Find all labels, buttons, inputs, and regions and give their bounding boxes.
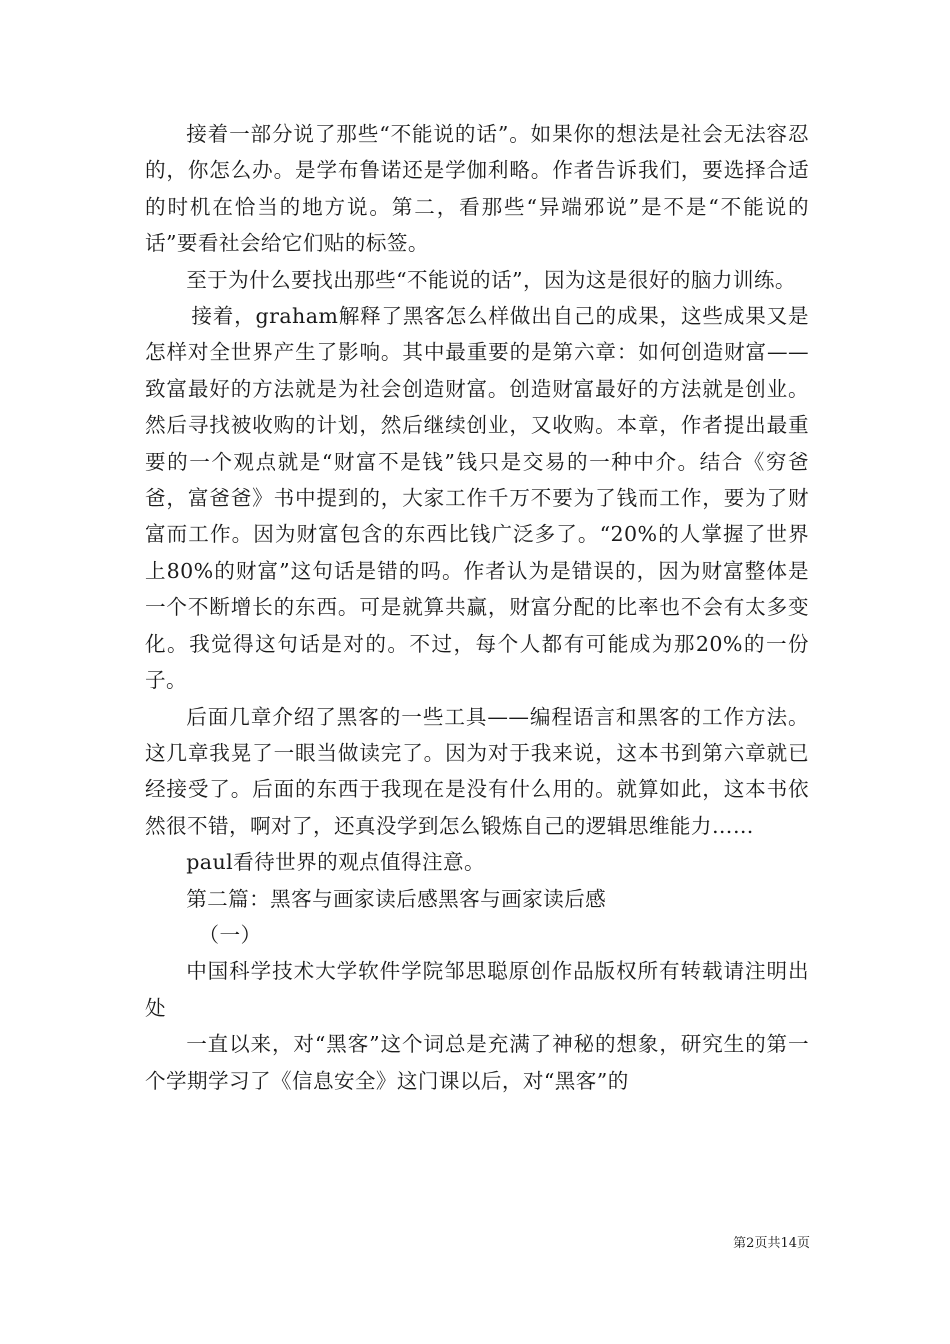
- section-subheading-one: （一）: [198, 922, 262, 947]
- paragraph-unspeakable-words: 接着一部分说了那些“不能说的话”。如果你的想法是社会无法容忍的，你怎么办。是学布鲁诺还是学伽利略。作者告诉我们，要选择合适的时机在恰当的地方说。第二，看那些“异端邪说”是不是“不能说的话”要看社会给它们贴的标签。: [145, 122, 809, 256]
- paragraph-hacker-tools: 后面几章介绍了黑客的一些工具——编程语言和黑客的工作方法。这几章我晃了一眼当做读完了。因为对于我来说，这本书到第六章就已经接受了。后面的东西于我现在是没有什么用的。就算如此，这本书依然很不错，啊对了，还真没学到怎么锻炼自己的逻辑思维能力……: [145, 704, 809, 838]
- page-number-footer: 第2页共14页: [733, 1236, 810, 1251]
- paragraph-brain-training: 至于为什么要找出那些“不能说的话”，因为这是很好的脑力训练。: [186, 267, 796, 292]
- paragraph-creating-wealth: 接着，graham解释了黑客怎么样做出自己的成果，这些成果又是怎样对全世界产生了影响。其中最重要的是第六章：如何创造财富——致富最好的方法就是为社会创造财富。创造财富最好的方法就是创业。然后寻找被收购的计划，然后继续创业，又收购。本章，作者提出最重要的一个观点就是“财富不是钱”钱只是交易的一种中介。结合《穷爸爸，富爸爸》书中提到的，大家工作千万不要为了钱而工作，要为了财富而工作。因为财富包含的东西比钱广泛多了。“20%的人掌握了世界上80%的财富”这句话是错的吗。作者认为是错误的，因为财富整体是一个不断增长的东西。可是就算共赢，财富分配的比率也不会有太多变化。我觉得这句话是对的。不过，每个人都有可能成为那20%的一份子。: [145, 304, 809, 693]
- document-body: [145, 116, 809, 1099]
- section-heading-part-two: 第二篇：黑客与画家读后感黑客与画家读后感: [186, 886, 607, 911]
- paragraph-copyright-notice: 中国科学技术大学软件学院邹思聪原创作品版权所有转载请注明出处: [145, 959, 809, 1020]
- paragraph-hacker-imagination: 一直以来，对“黑客”这个词总是充满了神秘的想象，研究生的第一个学期学习了《信息安全》这门课以后，对“黑客”的: [145, 1032, 809, 1093]
- paragraph-paul-worldview: paul看待世界的观点值得注意。: [186, 850, 486, 875]
